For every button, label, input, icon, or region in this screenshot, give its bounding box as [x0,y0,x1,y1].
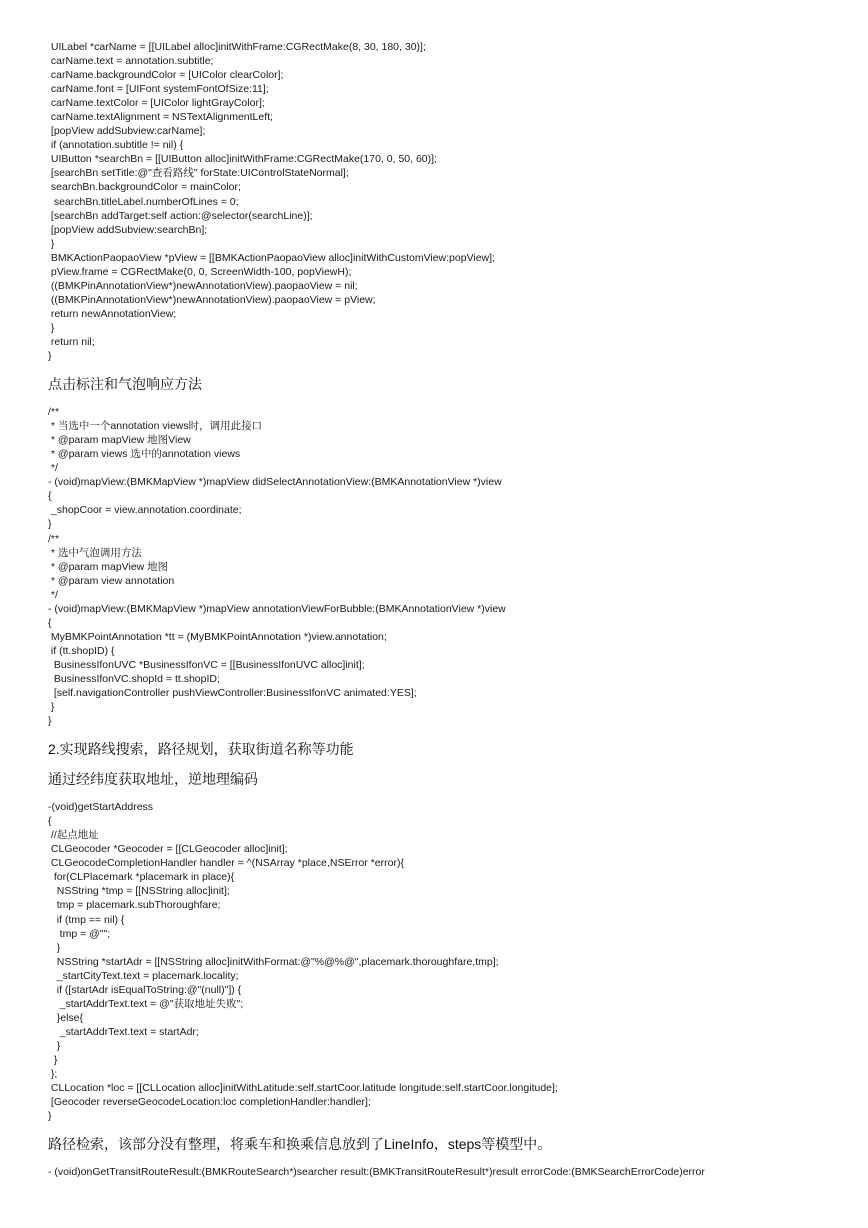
code-line: tmp = @""; [48,927,111,940]
code-line: } [48,518,52,531]
spacer [48,788,838,800]
code-block [48,1165,838,1179]
code-line: CLGeocoder *Geocoder = [[CLGeocoder alloc]init]; [48,843,288,856]
code-line: * @param views 选中的annotation views [48,448,241,461]
code-line: carName.textColor = [UIColor lightGrayColor]; [48,97,265,110]
code-line: searchBn.titleLabel.numberOfLines = 0; [48,195,239,208]
code-line: BMKActionPaopaoView *pView = [[BMKActionPaopaoView alloc]initWithCustomView:popView]; [48,251,495,264]
section-heading: 点击标注和气泡响应方法 [48,376,202,393]
code-line: } [48,1054,58,1066]
code-line: BusinessIfonUVC *BusinessIfonVC = [[BusinessIfonUVC alloc]init]; [48,658,365,671]
code-line: carName.backgroundColor = [UIColor clearColor]; [48,69,284,82]
code-line: if (tmp == nil) { [48,913,125,926]
code-line: NSString *startAdr = [[NSString alloc]initWithFormat:@"%@%@",placemark.thoroughfare,tmp]; [48,955,499,968]
code-line: * 选中气泡调用方法 [48,546,142,559]
code-line: if ([startAdr isEqualToString:@"(null)"]) { [48,983,242,996]
spacer [48,393,838,405]
code-line: /** [48,532,60,545]
code-line: pView.frame = CGRectMake(0, 0, ScreenWidth-100, popViewH); [48,265,352,278]
spacer [48,1153,838,1165]
code-block [48,405,838,728]
code-line: if (tt.shopID) { [48,644,115,657]
code-line: [popView addSubview:searchBn]; [48,223,208,236]
code-line: tmp = placemark.subThoroughfare; [48,899,221,912]
code-line: //起点地址 [48,829,99,842]
code-line: carName.text = annotation.subtitle; [48,55,214,68]
section-heading: 路径检索，该部分没有整理，将乘车和换乘信息放到了LineInfo，steps等模型中。 [48,1136,552,1153]
spacer [48,1123,838,1135]
code-line: - (void)mapView:(BMKMapView *)mapView annotationViewForBubble:(BMKAnnotationView *)view [48,602,506,615]
code-line: carName.textAlignment = NSTextAlignmentLeft; [48,111,273,124]
code-block [48,800,838,1123]
code-line: [searchBn addTarget:self action:@selector(searchLine)]; [48,209,313,222]
code-line: */ [48,462,58,475]
spacer [48,728,838,740]
code-line: for(CLPlacemark *placemark in place){ [48,871,235,884]
code-line: _startAddrText.text = startAdr; [48,1025,199,1038]
document-body [48,40,838,1179]
code-line: return nil; [48,335,95,348]
code-line: carName.font = [UIFont systemFontOfSize:11]; [48,83,269,96]
spacer [48,363,838,375]
code-line: _startCityText.text = placemark.locality; [48,969,239,982]
code-line: }else{ [48,1011,84,1024]
code-line: _shopCoor = view.annotation.coordinate; [48,504,242,517]
code-line: - (void)onGetTransitRouteResult:(BMKRouteSearch*)searcher result:(BMKTransitRouteResult*)result errorCode:(BMKSearchErrorCode)error [48,1166,705,1179]
code-line: NSString *tmp = [[NSString alloc]init]; [48,885,230,898]
code-line: - (void)mapView:(BMKMapView *)mapView didSelectAnnotationView:(BMKAnnotationView *)view [48,476,502,489]
code-line: { [48,490,52,503]
code-line: } [48,321,55,334]
code-line: [searchBn setTitle:@"查看路线" forState:UIControlStateNormal]; [48,167,349,180]
code-line: UILabel *carName = [[UILabel alloc]initWithFrame:CGRectMake(8, 30, 180, 30)]; [48,41,426,53]
code-line: { [48,815,52,828]
code-line: searchBn.backgroundColor = mainColor; [48,181,241,194]
section-heading: 2.实现路线搜索，路径规划，获取街道名称等功能 [48,741,354,758]
code-line: BusinessIfonVC.shopId = tt.shopID; [48,672,220,685]
code-line: [popView addSubview:carName]; [48,125,206,138]
code-line: }; [48,1068,58,1081]
spacer [48,758,838,770]
code-line: CLLocation *loc = [[CLLocation alloc]initWithLatitude:self.startCoor.latitude longitude:self.startCoor.longitude]; [48,1082,558,1095]
code-line: { [48,616,52,629]
code-block [48,40,838,363]
code-line: ((BMKPinAnnotationView*)newAnnotationView).paopaoView = pView; [48,293,376,306]
code-line: /** [48,406,60,419]
code-line: } [48,350,52,363]
code-line: CLGeocodeCompletionHandler handler = ^(NSArray *place,NSError *error){ [48,857,404,870]
code-line: if (annotation.subtitle != nil) { [48,139,184,152]
code-line: } [48,1110,52,1123]
code-line: return newAnnotationView; [48,307,177,320]
code-line: _startAddrText.text = @"获取地址失败"; [48,997,244,1010]
code-line: } [48,701,55,714]
code-line: } [48,1039,61,1052]
code-line: * 当选中一个annotation views时，调用此接口 [48,420,263,433]
code-line: } [48,715,52,728]
code-line: * @param mapView 地图View [48,434,191,447]
code-line: -(void)getStartAddress [48,801,154,814]
code-line: } [48,237,55,250]
code-line: } [48,941,61,954]
code-line: [self.navigationController pushViewController:BusinessIfonVC animated:YES]; [48,687,417,700]
code-line: UIButton *searchBn = [[UIButton alloc]initWithFrame:CGRectMake(170, 0, 50, 60)]; [48,153,437,166]
code-line: * @param view annotation [48,574,175,587]
code-line: * @param mapView 地图 [48,560,169,573]
code-line: */ [48,588,58,601]
code-line: MyBMKPointAnnotation *tt = (MyBMKPointAnnotation *)view.annotation; [48,630,387,643]
code-line: [Geocoder reverseGeocodeLocation:loc completionHandler:handler]; [48,1096,371,1109]
code-line: ((BMKPinAnnotationView*)newAnnotationView).paopaoView = nil; [48,279,358,292]
section-heading: 通过经纬度获取地址，逆地理编码 [48,771,258,788]
